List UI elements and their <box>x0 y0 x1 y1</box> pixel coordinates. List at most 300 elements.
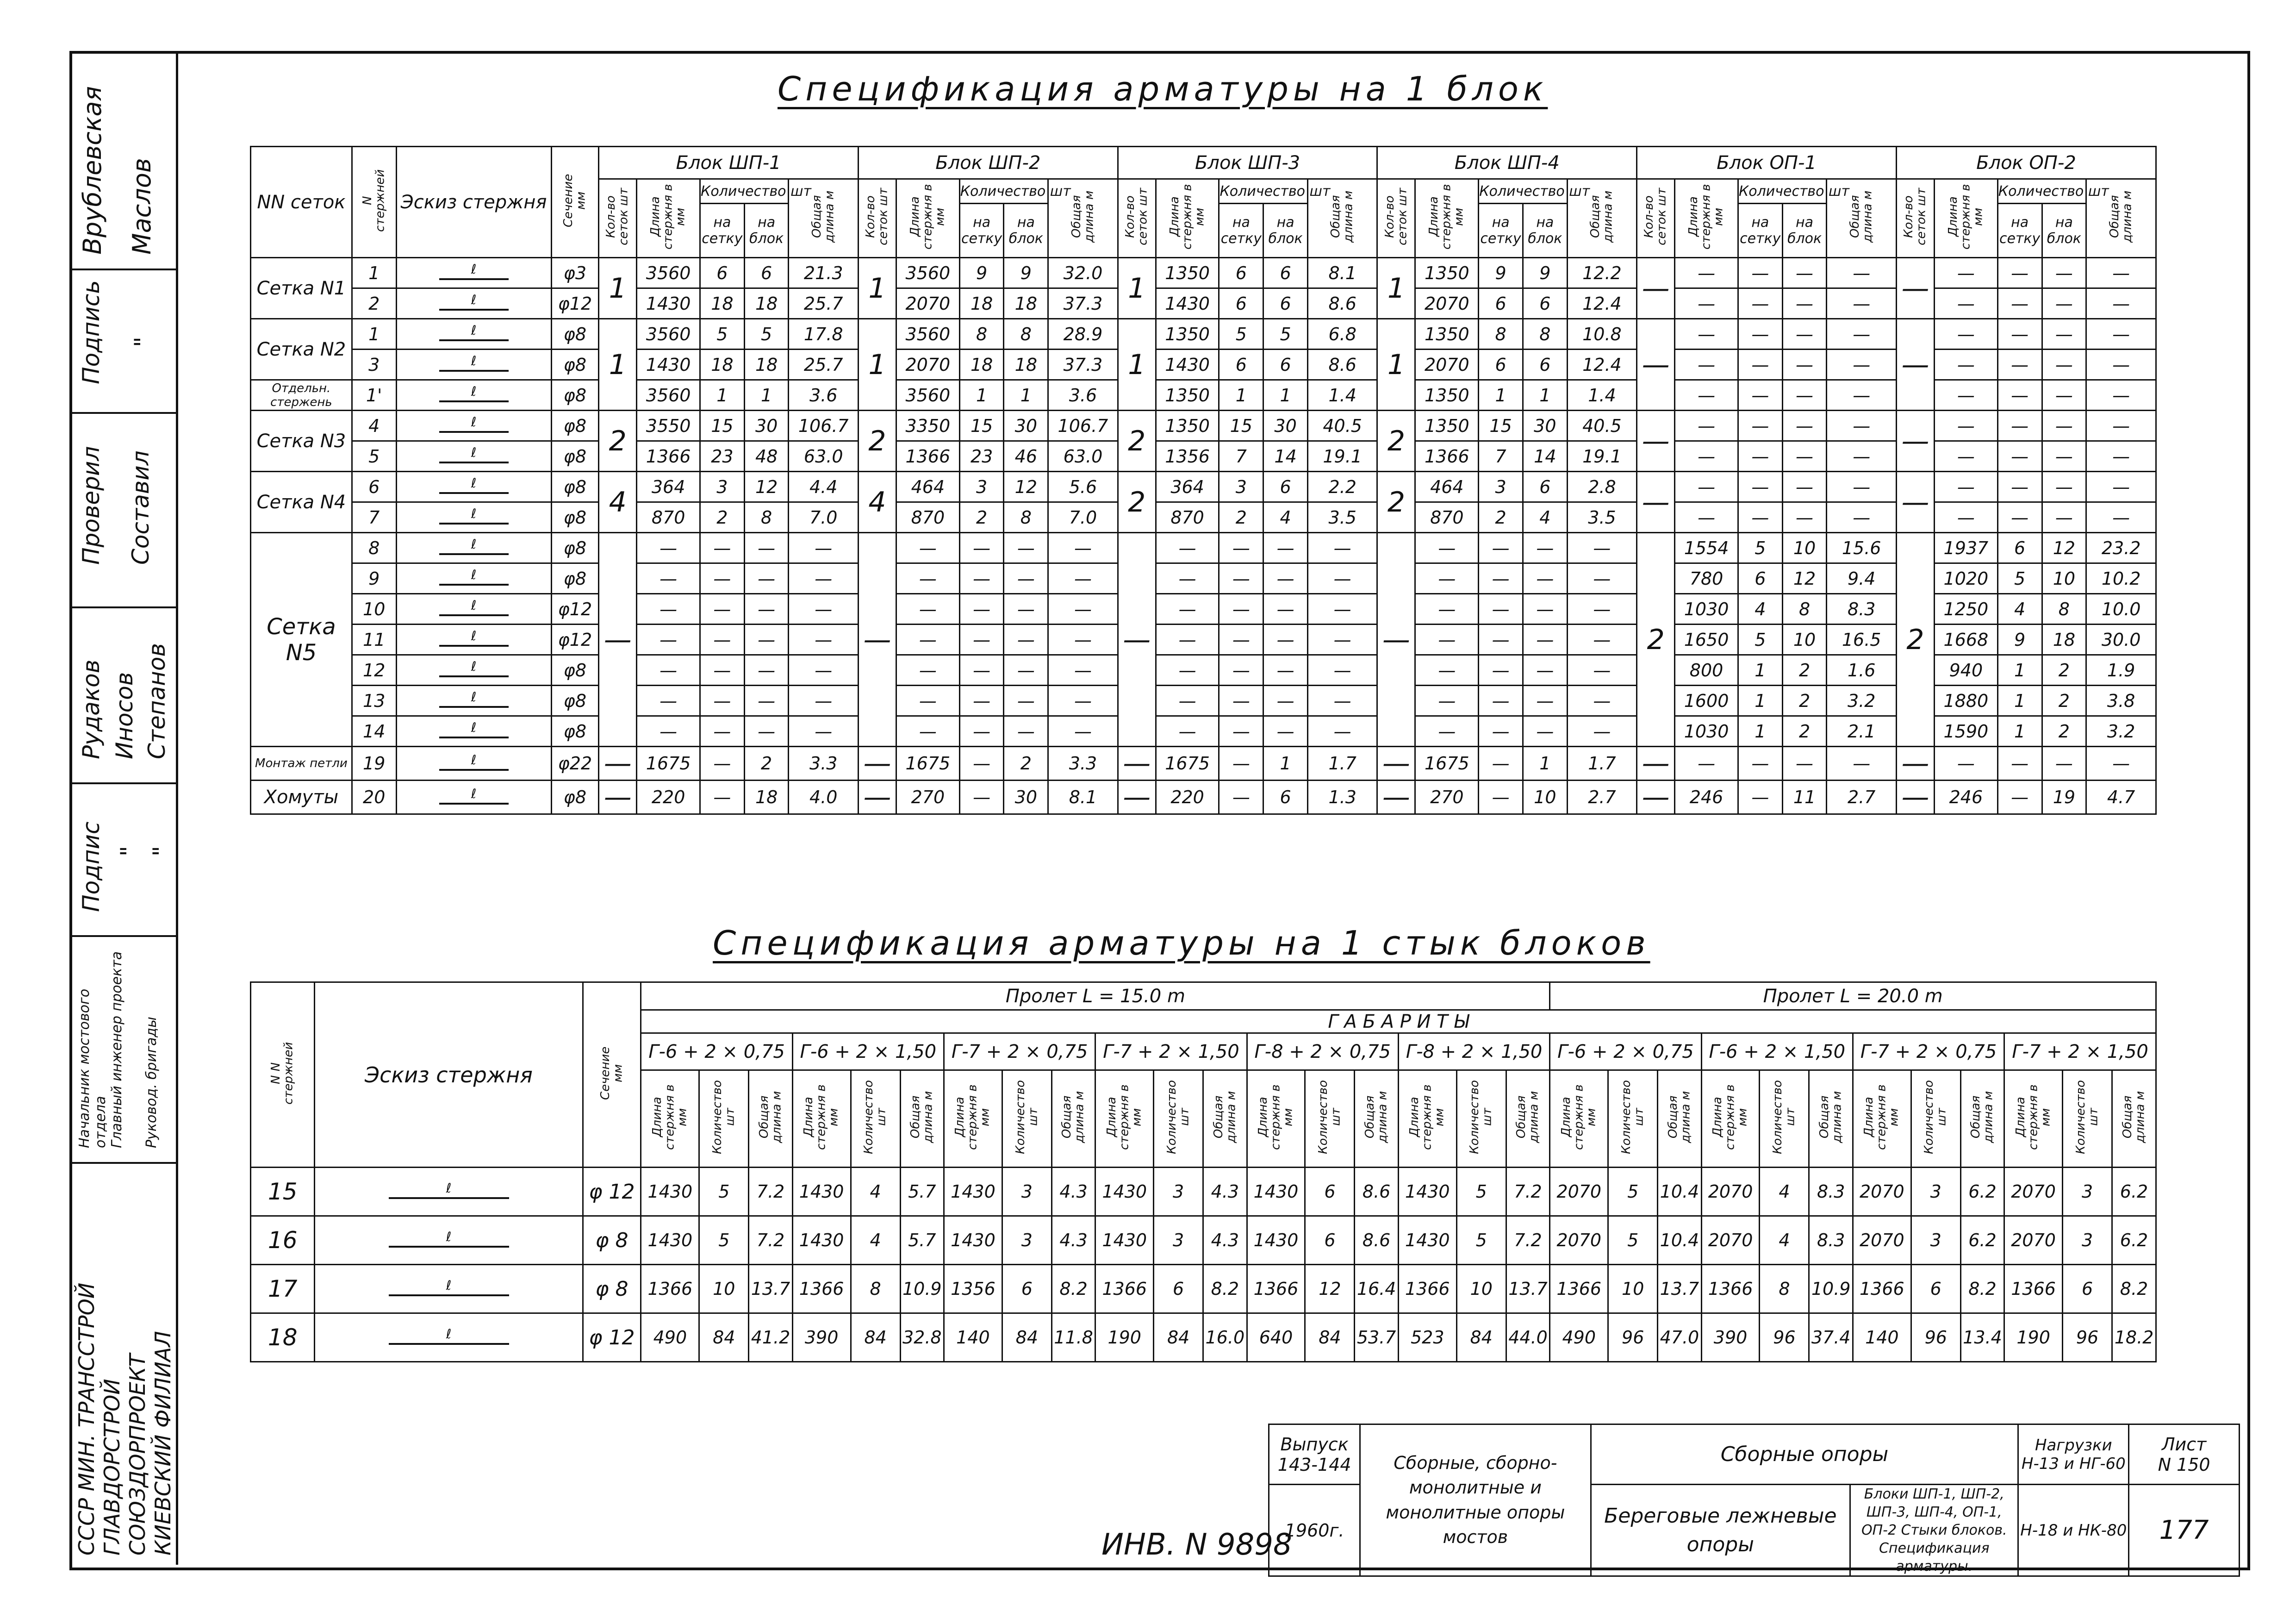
spec-value: 1650 <box>1675 625 1738 655</box>
spec-value: 6.2 <box>1960 1216 2004 1265</box>
header-text: Количество шт <box>2073 1080 2101 1154</box>
rod-length-symbol: ℓ <box>471 752 477 768</box>
spec-value: 1675 <box>896 747 959 781</box>
sets-count: — <box>1896 319 1934 411</box>
spec-value: 44.0 <box>1506 1313 1550 1362</box>
spec-value: — <box>959 655 1004 686</box>
spec-value: 3550 <box>637 411 700 441</box>
rod-sketch <box>396 350 551 380</box>
spec-value: — <box>744 655 789 686</box>
spec-value: — <box>2042 411 2086 441</box>
spec-value: 1668 <box>1935 625 1998 655</box>
spec-value: — <box>1004 533 1048 563</box>
spec-value: — <box>2042 441 2086 472</box>
rod-number: 4 <box>352 411 396 441</box>
spec-value: — <box>1263 594 1308 625</box>
load-1: Н-13 и НГ-60 <box>2021 1454 2126 1473</box>
spec-value: — <box>1997 747 2042 781</box>
spec-value: — <box>1782 502 1827 533</box>
spec-value: — <box>1738 350 1782 380</box>
spec-value: 23 <box>700 441 745 472</box>
sheet-subject: Блоки ШП-1, ШП-2, ШП-3, ШП-4, ОП-1, ОП-2 Стыки блоков. Спецификация арматуры. <box>1850 1485 2018 1576</box>
rod-sketch <box>315 1216 583 1265</box>
spec-value: 9 <box>1523 258 1567 288</box>
spec-value: 1430 <box>944 1168 1002 1216</box>
sets-count: — <box>1118 781 1156 814</box>
spec-value: 1.6 <box>1827 655 1897 686</box>
header-text: Длина стержня в мм <box>1256 1084 1295 1150</box>
header-text: Общая длина м <box>1329 190 1356 243</box>
table-row <box>251 594 2156 625</box>
rod-number: 18 <box>251 1313 315 1362</box>
spec-value: 220 <box>1156 781 1219 814</box>
spec-value: 1.7 <box>1567 747 1636 781</box>
spec-value: — <box>1935 350 1998 380</box>
spec-value: — <box>1827 502 1897 533</box>
header-block: Блок ШП-4 <box>1377 147 1637 179</box>
spec-value: — <box>1738 747 1782 781</box>
sets-count: 1 <box>1118 319 1156 411</box>
table-row <box>251 655 2156 686</box>
spec-value: — <box>1935 747 1998 781</box>
rod-sketch <box>396 594 551 625</box>
spec-value: 490 <box>641 1313 699 1362</box>
spec-value: 1250 <box>1935 594 1998 625</box>
spec-value: 1366 <box>641 1265 699 1313</box>
spec-value: — <box>1827 258 1897 288</box>
spec-value: 2 <box>1782 716 1827 747</box>
page-number: 177 <box>2129 1485 2240 1576</box>
spec-value: — <box>789 655 858 686</box>
header-per-block: на блок <box>744 204 789 258</box>
spec-value: 8 <box>1004 502 1048 533</box>
spec-value: 490 <box>1550 1313 1608 1362</box>
sheet-label: Лист <box>2161 1434 2207 1455</box>
spec-value: 7.0 <box>789 502 858 533</box>
spec-value: 8.6 <box>1355 1216 1398 1265</box>
spec-value: 8.1 <box>1048 781 1118 814</box>
spec-value: 4 <box>851 1168 900 1216</box>
name-stepanov: Степанов <box>143 643 170 759</box>
header-text: Общая длина м <box>1060 1091 1087 1143</box>
rod-length-symbol: ℓ <box>471 353 477 369</box>
spec-value: — <box>1738 502 1782 533</box>
spec-value: 3 <box>959 472 1004 502</box>
spec-value: 1430 <box>1156 350 1219 380</box>
spec-value: — <box>637 655 700 686</box>
table-row <box>251 716 2156 747</box>
rod-sketch-line <box>439 689 509 710</box>
spec-value: 1675 <box>1156 747 1219 781</box>
spec-value: 10 <box>1782 625 1827 655</box>
spec-value: 8 <box>744 502 789 533</box>
spec-value: 3.2 <box>1827 686 1897 716</box>
spec-value: — <box>1782 441 1827 472</box>
sets-count: — <box>599 781 637 814</box>
spec-value: 8 <box>1782 594 1827 625</box>
sets-count: — <box>1118 747 1156 781</box>
gabarit-header: Г А Б А Р И Т Ы <box>641 1010 2156 1033</box>
rod-length-symbol: ℓ <box>446 1326 452 1342</box>
spec-value: — <box>1738 380 1782 411</box>
spec-value: 3560 <box>637 380 700 411</box>
header-block: Блок ОП-2 <box>1896 147 2156 179</box>
header-sets-count <box>1637 179 1675 258</box>
spec-value: — <box>1935 380 1998 411</box>
header-text: Общая длина м <box>809 190 837 243</box>
sets-count: 2 <box>858 411 896 472</box>
spec-value: — <box>1997 472 2042 502</box>
spec-value: — <box>1738 472 1782 502</box>
sub-header <box>1701 1070 1760 1168</box>
spec-value: 1 <box>1263 380 1308 411</box>
rod-sketch-line <box>439 445 509 465</box>
gabarit-name: Г-7 + 2 × 1,50 <box>1095 1033 1247 1070</box>
header-text: Кол-во сеток шт <box>864 187 890 246</box>
table-row <box>251 625 2156 655</box>
spec-value: 4.0 <box>789 781 858 814</box>
rod-section: φ8 <box>551 563 599 594</box>
rebar-spec-per-joint-table <box>250 981 2157 1362</box>
spec-value: 106.7 <box>1048 411 1118 441</box>
rod-number: 14 <box>352 716 396 747</box>
gabarit-name: Г-6 + 2 × 0,75 <box>641 1033 792 1070</box>
rod-section: φ 12 <box>583 1313 641 1362</box>
spec-value: — <box>1782 747 1827 781</box>
spec-value: — <box>1307 716 1377 747</box>
rod-sketch <box>396 716 551 747</box>
header-text: Количество шт <box>1164 1080 1192 1154</box>
spec-value: — <box>1479 716 1523 747</box>
spec-value: — <box>744 625 789 655</box>
spec-value: 1 <box>1997 655 2042 686</box>
sets-count: 2 <box>1377 472 1415 533</box>
label-proveril: Проверил <box>78 446 105 565</box>
sets-count: — <box>599 533 637 747</box>
spec-value: 16.4 <box>1355 1265 1398 1313</box>
spec-value: 3 <box>2063 1216 2112 1265</box>
rod-length-symbol: ℓ <box>471 262 477 277</box>
header-text: Общая длина м <box>757 1091 784 1143</box>
spec-value: 3560 <box>637 258 700 288</box>
spec-value: 6 <box>1263 472 1308 502</box>
spec-value: 41.2 <box>749 1313 792 1362</box>
spec-value: — <box>1263 563 1308 594</box>
loads-cell <box>2018 1424 2129 1485</box>
spec-value: 2070 <box>896 350 959 380</box>
label-podpis: Подпись <box>78 280 105 384</box>
rod-sketch-line <box>439 752 509 773</box>
rod-length-symbol: ℓ <box>471 292 477 307</box>
spec-value: 3.5 <box>1307 502 1377 533</box>
header-nn: NN сеток <box>251 147 352 258</box>
spec-value: 40.5 <box>1307 411 1377 441</box>
spec-value: 1 <box>744 380 789 411</box>
spec-value: 870 <box>637 502 700 533</box>
spec-value: 10 <box>2042 563 2086 594</box>
spec-value: — <box>1935 441 1998 472</box>
org-line-3: СОЮЗДОРПРОЕКТ <box>125 1354 150 1555</box>
sets-count: — <box>1896 258 1934 319</box>
header-per-set: на сетку <box>1219 204 1263 258</box>
spec-value: 870 <box>896 502 959 533</box>
spec-value: 6 <box>2063 1265 2112 1313</box>
header-text: Длина стержня в мм <box>2013 1084 2053 1150</box>
strip-divider <box>69 412 176 414</box>
set-name: Сетка N4 <box>251 472 352 533</box>
spec-value: — <box>1479 686 1523 716</box>
spec-value: 140 <box>1853 1313 1911 1362</box>
spec-value: 3.6 <box>789 380 858 411</box>
rod-sketch-line <box>439 659 509 679</box>
spec-value: 390 <box>792 1313 851 1362</box>
spec-value: — <box>1479 625 1523 655</box>
rod-section: φ8 <box>551 533 599 563</box>
table-row <box>251 472 2156 502</box>
sets-count: — <box>1637 472 1675 533</box>
strip-divider <box>69 782 176 784</box>
left-strip <box>69 51 178 1565</box>
rod-sketch-line <box>439 414 509 435</box>
spec-value: 6 <box>1479 288 1523 319</box>
spec-value: — <box>789 625 858 655</box>
header-text: Общая длина м <box>1969 1091 1996 1143</box>
spec-value: — <box>2086 502 2156 533</box>
sets-count: — <box>1637 319 1675 411</box>
issue-cell <box>1269 1424 1360 1485</box>
rod-sketch-line <box>439 323 509 343</box>
spec-value: 5.7 <box>900 1168 944 1216</box>
spec-value: 15 <box>959 411 1004 441</box>
spec-value: 3560 <box>637 319 700 350</box>
spec-value: 53.7 <box>1355 1313 1398 1362</box>
spec-value: — <box>1997 350 2042 380</box>
spec-value: 190 <box>1095 1313 1154 1362</box>
spec-value: 1430 <box>1398 1216 1456 1265</box>
spec-value: — <box>700 781 745 814</box>
spec-value: — <box>1782 258 1827 288</box>
issue-label: Выпуск <box>1280 1434 1349 1455</box>
header-text: Длина стержня в мм <box>1104 1084 1144 1150</box>
spec-value: — <box>1935 288 1998 319</box>
spec-value: — <box>1004 594 1048 625</box>
sub-header <box>1809 1070 1853 1168</box>
spec-value: — <box>896 563 959 594</box>
spec-value: 7.2 <box>749 1216 792 1265</box>
table1-title: Спецификация арматуры на 1 блок <box>778 69 1548 108</box>
spec-value: 4.3 <box>1203 1168 1247 1216</box>
rod-number: 8 <box>352 533 396 563</box>
spec-value: 7.2 <box>1506 1168 1550 1216</box>
spec-value: 8.3 <box>1809 1168 1853 1216</box>
spec-value: 4 <box>1760 1168 1809 1216</box>
header-text: Общая длина м <box>1666 1091 1692 1143</box>
header-text: Длина стержня в мм <box>1686 184 1726 250</box>
rod-sketch <box>396 747 551 781</box>
spec-value: 13.4 <box>1960 1313 2004 1362</box>
header-text: Кол-во сеток шт <box>604 187 631 246</box>
spec-value: 1366 <box>792 1265 851 1313</box>
spec-value: 18 <box>700 350 745 380</box>
spec-value: 2 <box>2042 716 2086 747</box>
rod-section: φ8 <box>551 781 599 814</box>
sub-header <box>792 1070 851 1168</box>
org-line-1: СССР МИН. ТРАНССТРОЙ <box>74 1282 99 1555</box>
rod-section: φ12 <box>551 625 599 655</box>
spec-value: 7.0 <box>1048 502 1118 533</box>
spec-value: 46 <box>1004 441 1048 472</box>
sub-header <box>699 1070 749 1168</box>
rod-sketch <box>396 686 551 716</box>
spec-value: 19.1 <box>1567 441 1636 472</box>
sets-count: 2 <box>599 411 637 472</box>
rod-length-symbol: ℓ <box>471 506 477 521</box>
spec-value: 6 <box>1219 258 1263 288</box>
header-text: Общая длина м <box>1514 1091 1541 1143</box>
spec-value: — <box>1219 625 1263 655</box>
header-quantity: Количество шт <box>700 179 789 204</box>
spec-value: 12 <box>1782 563 1827 594</box>
header-text: Длина стержня в мм <box>1407 1084 1447 1150</box>
sub-header <box>1355 1070 1398 1168</box>
spec-value: 18 <box>1004 350 1048 380</box>
spec-value: 1 <box>1479 380 1523 411</box>
spec-value: 870 <box>1156 502 1219 533</box>
name-inosov: Иносов <box>111 672 138 759</box>
header-per-set: на сетку <box>1479 204 1523 258</box>
header-text: Количество шт <box>710 1080 737 1154</box>
spec-value: — <box>1827 319 1897 350</box>
table-row <box>251 1265 2156 1313</box>
spec-value: 270 <box>1415 781 1479 814</box>
title-block <box>1268 1424 2240 1577</box>
spec-value: — <box>789 563 858 594</box>
spec-value: 4 <box>1263 502 1308 533</box>
spec-value: 8.6 <box>1307 350 1377 380</box>
spec-value: — <box>1004 563 1048 594</box>
spec-value: — <box>2086 319 2156 350</box>
spec-value: 1430 <box>1247 1168 1305 1216</box>
spec-value: — <box>1675 380 1738 411</box>
spec-value: 1.4 <box>1307 380 1377 411</box>
header-text: Кол-во сеток шт <box>1123 187 1150 246</box>
spec-value: — <box>1827 380 1897 411</box>
table-row <box>251 258 2156 288</box>
spec-value: 1430 <box>637 288 700 319</box>
spec-value: 6 <box>700 258 745 288</box>
spec-value: 1366 <box>1398 1265 1456 1313</box>
structure-type: Сборные, сборно-монолитные и монолитные опоры мостов <box>1360 1424 1591 1576</box>
header-sets-count <box>858 179 896 258</box>
rod-length-symbol: ℓ <box>471 628 477 643</box>
spec-value: 12.4 <box>1567 350 1636 380</box>
spec-value: 47.0 <box>1658 1313 1701 1362</box>
spec-value: 1 <box>1997 716 2042 747</box>
span-20: Пролет L = 20.0 m <box>1550 982 2156 1010</box>
spec-value: 1430 <box>1247 1216 1305 1265</box>
set-name: Отдельн. стержень <box>251 380 352 411</box>
spec-value: — <box>1156 625 1219 655</box>
sub-header <box>1052 1070 1095 1168</box>
spec-value: — <box>1782 472 1827 502</box>
spec-value: — <box>1156 686 1219 716</box>
spec-value: — <box>896 594 959 625</box>
spec-value: 40.5 <box>1567 411 1636 441</box>
spec-value: 1366 <box>1415 441 1479 472</box>
spec-value: 6 <box>1263 350 1308 380</box>
spec-value: 1350 <box>1156 319 1219 350</box>
spec-value: — <box>959 747 1004 781</box>
spec-value: 220 <box>637 781 700 814</box>
spec-value: 1430 <box>641 1168 699 1216</box>
sets-count: 1 <box>1377 319 1415 411</box>
header-section-text: Сечение мм <box>561 174 588 227</box>
spec-value: — <box>1415 716 1479 747</box>
rod-section: φ8 <box>551 472 599 502</box>
spec-value: — <box>1782 319 1827 350</box>
sets-count: 2 <box>1637 533 1675 747</box>
post-rukovod: Руковод. бригады <box>143 1017 160 1148</box>
table-row <box>251 1216 2156 1265</box>
rod-length-symbol: ℓ <box>471 598 477 613</box>
rod-section: φ8 <box>551 350 599 380</box>
spec-value: — <box>1782 350 1827 380</box>
spec-value: 23.2 <box>2086 533 2156 563</box>
sets-count: — <box>1637 258 1675 319</box>
spec-value: 6 <box>1479 350 1523 380</box>
spec-value: 15.6 <box>1827 533 1897 563</box>
name-vrublevskaya: Врублевская <box>78 86 107 255</box>
spec-value: — <box>896 716 959 747</box>
table-row <box>251 1168 2156 1216</box>
spec-value: 3.2 <box>2086 716 2156 747</box>
rod-sketch <box>396 380 551 411</box>
spec-value: 6 <box>1523 472 1567 502</box>
label-podpis-ditto: " <box>130 337 156 347</box>
spec-value: 10.4 <box>1658 1168 1701 1216</box>
spec-value: 1350 <box>1156 411 1219 441</box>
spec-value: — <box>1048 686 1118 716</box>
spec-value: — <box>1523 594 1567 625</box>
spec-value: 3.5 <box>1567 502 1636 533</box>
sub-header <box>1658 1070 1701 1168</box>
spec-value: — <box>1738 781 1782 814</box>
spec-value: 5 <box>1219 319 1263 350</box>
header-text: Длина стержня в мм <box>1167 184 1207 250</box>
rod-number: 1 <box>352 258 396 288</box>
spec-value: — <box>1827 350 1897 380</box>
spec-value: — <box>1675 747 1738 781</box>
spec-value: 1430 <box>944 1216 1002 1265</box>
span-15: Пролет L = 15.0 m <box>641 982 1550 1010</box>
spec-value: 28.9 <box>1048 319 1118 350</box>
spec-value: — <box>744 533 789 563</box>
rod-sketch-line <box>439 475 509 496</box>
header-text: Общая длина м <box>908 1091 935 1143</box>
spec-value: 48 <box>744 441 789 472</box>
sets-count: — <box>599 747 637 781</box>
spec-value: 3.3 <box>1048 747 1118 781</box>
header-sketch: Эскиз стержня <box>396 147 551 258</box>
spec-value: 6 <box>1997 533 2042 563</box>
spec-value: 7.2 <box>749 1168 792 1216</box>
spec-value: 18 <box>959 350 1004 380</box>
spec-value: 32.8 <box>900 1313 944 1362</box>
rod-length-symbol: ℓ <box>471 786 477 801</box>
spec-value: 1.7 <box>1307 747 1377 781</box>
sub-header <box>1550 1070 1608 1168</box>
header-per-set: на сетку <box>1997 204 2042 258</box>
